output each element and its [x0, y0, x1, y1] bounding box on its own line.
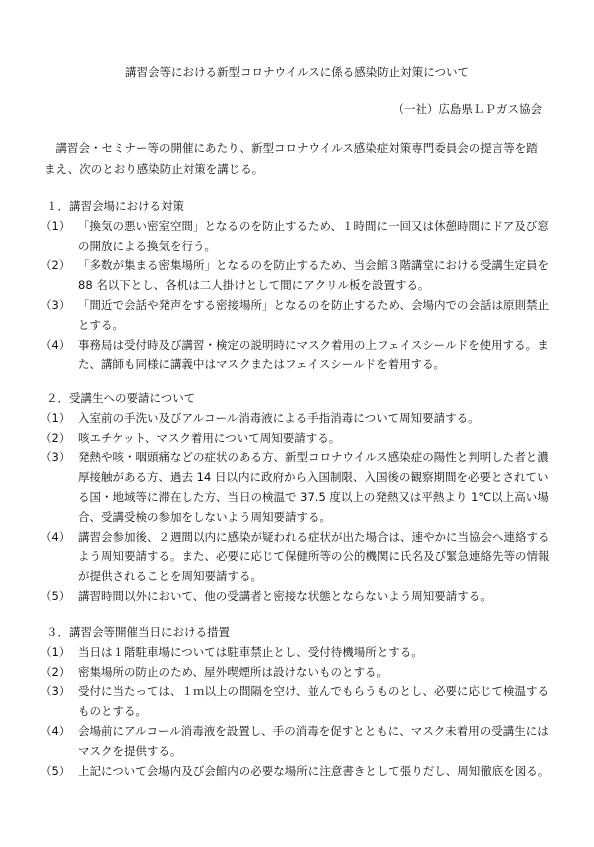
item-text: 「多数が集まる密集場所」となるのを防止するため、当会館３階講堂における受講生定員を 88 名以下とし、各机は二人掛けとして間にアクリル板を設置する。	[78, 258, 550, 293]
item-number: （1）	[40, 218, 71, 233]
list-item	[40, 643, 556, 663]
item-number: （4）	[40, 723, 71, 738]
item-text: 密集場所の防止のため、屋外喫煙所は設けないものとする。	[78, 664, 389, 679]
list-item	[40, 722, 556, 762]
item-number: （2）	[40, 664, 71, 679]
list-item	[40, 296, 556, 336]
list-item	[40, 429, 556, 449]
list-item	[40, 217, 556, 257]
list-item	[40, 587, 556, 607]
section-venue-measures	[40, 197, 556, 375]
section-participant-requests	[40, 389, 556, 607]
item-number: （4）	[40, 337, 71, 352]
list-item	[40, 448, 556, 527]
intro-text: 講習会・セミナー等の開催にあたり、新型コロナウイルス感染症対策専門委員会の提言等を踏まえ、次のとおり感染防止対策を講じる。	[44, 141, 538, 176]
item-number: （5）	[40, 763, 71, 778]
list-item	[40, 682, 556, 722]
item-number: （1）	[40, 644, 71, 659]
document-title: 講習会等における新型コロナウイルスに係る感染防止対策について	[124, 65, 470, 79]
item-number: （3）	[40, 684, 71, 699]
item-text: 発熱や咳・咽頭痛などの症状のある方、新型コロナウイルス感染症の陽性と判明した者と濃厚接触がある方、過去 14 日以内に政府から入国制限、入国後の観察期間を必要とされている国・地域等に滞在した方、当日の検温で 37.5 度以上の発熱又は平熱より 1℃以上高い場合、受講受検の参加をしないよう周知要請する。	[78, 450, 549, 524]
item-text: 当日は１階駐車場については駐車禁止とし、受付待機場所とする。	[78, 644, 423, 659]
section-heading: ２．受講生への要請について	[46, 391, 196, 405]
intro-paragraph	[44, 138, 544, 179]
item-text: 事務局は受付時及び講習・検定の説明時にマスク着用の上フェイスシールドを使用する。また、講師も同様に講義中はマスクまたはフェイスシールドを着用する。	[78, 337, 549, 372]
item-text: 上記について会場内及び会館内の必要な場所に注意書きとして張りだし、周知徹底を図る。	[78, 763, 550, 778]
item-number: （3）	[40, 297, 71, 312]
list-item	[40, 528, 556, 587]
item-text: 講習時間以外において、他の受講者と密接な状態とならないよう周知要請する。	[78, 588, 492, 603]
organization-name: （一社）広島県ＬＰガス協会	[392, 102, 542, 116]
section-heading: ３．講習会等開催当日における措置	[46, 625, 230, 639]
list-item	[40, 409, 556, 429]
item-number: （1）	[40, 410, 71, 425]
item-number: （3）	[40, 450, 71, 465]
list-item	[40, 336, 556, 376]
item-text: 受付に当たっては、１ｍ以上の間隔を空け、並んでもらうものとし、必要に応じて検温するものとする。	[78, 684, 550, 719]
item-text: 「間近で会話や発声をする密接場所」となるのを防止するため、会場内での会話は原則禁止とする。	[78, 297, 550, 332]
item-number: （2）	[40, 430, 71, 445]
item-number: （4）	[40, 529, 71, 544]
item-number: （5）	[40, 588, 71, 603]
item-text: 講習会参加後、２週間以内に感染が疑われる症状が出た場合は、速やかに当協会へ連絡するよう周知要請する。また、必要に応じて保健所等の公的機関に氏名及び緊急連絡先等の情報が提供されることを周知要請する。	[78, 529, 550, 584]
list-item	[40, 762, 556, 782]
item-text: 入室前の手洗い及びアルコール消毒液による手指消毒について周知要請する。	[78, 410, 480, 425]
item-number: （2）	[40, 258, 71, 273]
section-heading: １．講習会場における対策	[46, 199, 184, 213]
list-item	[40, 256, 556, 296]
list-item	[40, 663, 556, 683]
item-text: 「換気の悪い密室空間」となるのを防止するため、１時間に一回又は休憩時間にドア及び窓の開放による換気を行う。	[78, 218, 549, 253]
item-text: 咳エチケット、マスク着用について周知要請する。	[78, 430, 341, 445]
item-text: 会場前にアルコール消毒液を設置し、手の消毒を促すとともに、マスク未着用の受講生にはマスクを提供する。	[78, 723, 549, 758]
section-event-day-measures	[40, 623, 556, 781]
